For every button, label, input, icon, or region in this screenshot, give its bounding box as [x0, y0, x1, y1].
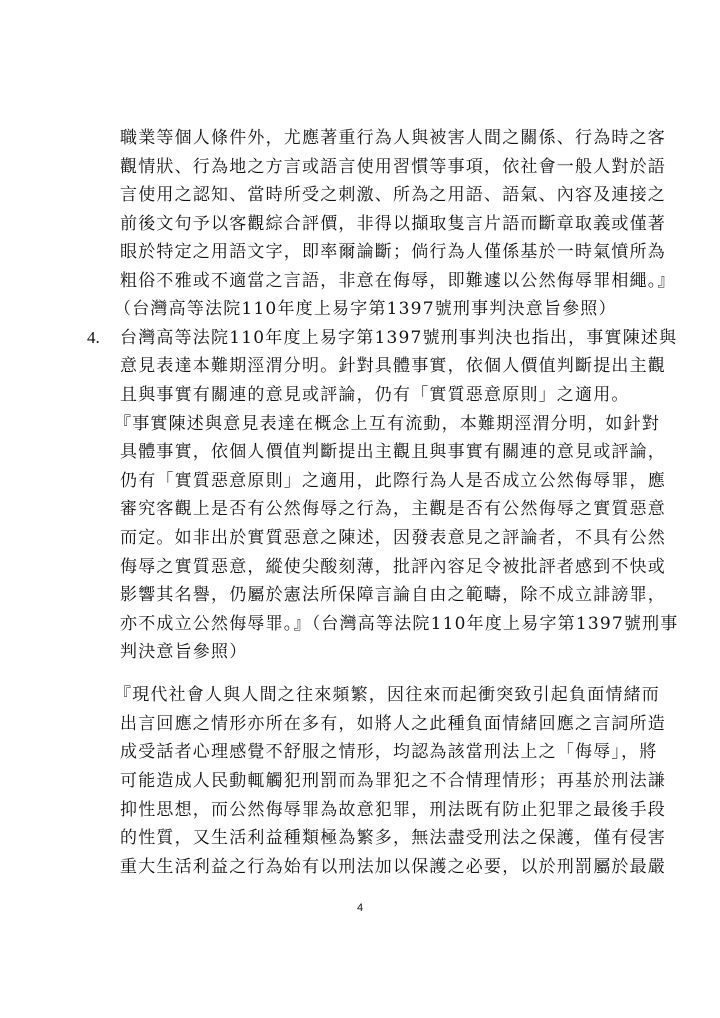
text-line: 影響其名譽，仍屬於憲法所保障言論自由之範疇，除不成立誹謗罪， — [120, 585, 666, 605]
text-line: 粗俗不雅或不適當之言語，非意在侮辱，即難遽以公然侮辱罪相繩。』 — [120, 271, 676, 291]
text-line: 出言回應之情形亦所在多有，如將人之此種負面情緒回應之言詞所造 — [120, 714, 666, 734]
text-line: 言使用之認知、當時所受之刺激、所為之用語、語氣、內容及連接之 — [120, 185, 666, 205]
text-line: 亦不成立公然侮辱罪。』（台灣高等法院110年度上易字第1397號刑事 — [120, 614, 679, 634]
text-line: 判決意旨參照） — [120, 642, 248, 662]
text-line: 意見表達本難期涇渭分明。針對具體事實，依個人價值判斷提出主觀 — [120, 356, 666, 376]
text-line: 職業等個人條件外，尤應著重行為人與被害人間之關係、行為時之客 — [120, 128, 666, 148]
text-line: 可能造成人民動輒觸犯刑罰而為罪犯之不合情理情形；再基於刑法謙 — [120, 771, 666, 791]
text-line: 台灣高等法院110年度上易字第1397號刑事判決也指出，事實陳述與 — [120, 328, 678, 348]
text-line: 的性質，又生活利益種類極為繁多，無法盡受刑法之保護，僅有侵害 — [120, 828, 666, 848]
quote-line: 『現代社會人與人間之往來頻繁，因往來而起衝突致引起負面情緒而 — [114, 685, 660, 705]
text-line: 審究客觀上是否有公然侮辱之行為，主觀是否有公然侮辱之實質惡意 — [120, 499, 666, 519]
citation-line: （台灣高等法院110年度上易字第1397號刑事判決意旨參照） — [114, 299, 617, 319]
list-item-number: 4. — [87, 328, 100, 347]
text-line: 眼於特定之用語文字，即率爾論斷；倘行為人僅係基於一時氣憤所為 — [120, 242, 666, 262]
text-line: 抑性思想，而公然侮辱罪為故意犯罪，刑法既有防止犯罪之最後手段 — [120, 800, 666, 820]
text-line: 觀情狀、行為地之方言或語言使用習慣等事項，依社會一般人對於語 — [120, 157, 666, 177]
text-line: 侮辱之實質惡意，縱使尖酸刻薄，批評內容足令被批評者感到不快或 — [120, 557, 666, 577]
text-line: 且與事實有關連的意見或評論，仍有「實質惡意原則」之適用。 — [120, 385, 630, 405]
text-line: 重大生活利益之行為始有以刑法加以保護之必要，以於刑罰屬於最嚴 — [120, 857, 666, 877]
text-line: 而定。如非出於實質惡意之陳述，因發表意見之評論者，不具有公然 — [120, 528, 666, 548]
text-line: 前後文句予以客觀綜合評價，非得以擷取隻言片語而斷章取義或僅著 — [120, 214, 666, 234]
text-line: 具體事實，依個人價值判斷提出主觀且與事實有關連的意見或評論， — [120, 442, 666, 462]
page-number: 4 — [356, 902, 364, 914]
quote-line: 『事實陳述與意見表達在概念上互有流動，本難期涇渭分明，如針對 — [114, 414, 660, 434]
text-line: 成受話者心理感覺不舒服之情形，均認為該當刑法上之「侮辱」，將 — [120, 742, 658, 762]
text-line: 仍有「實質惡意原則」之適用，此際行為人是否成立公然侮辱罪，應 — [120, 471, 666, 491]
